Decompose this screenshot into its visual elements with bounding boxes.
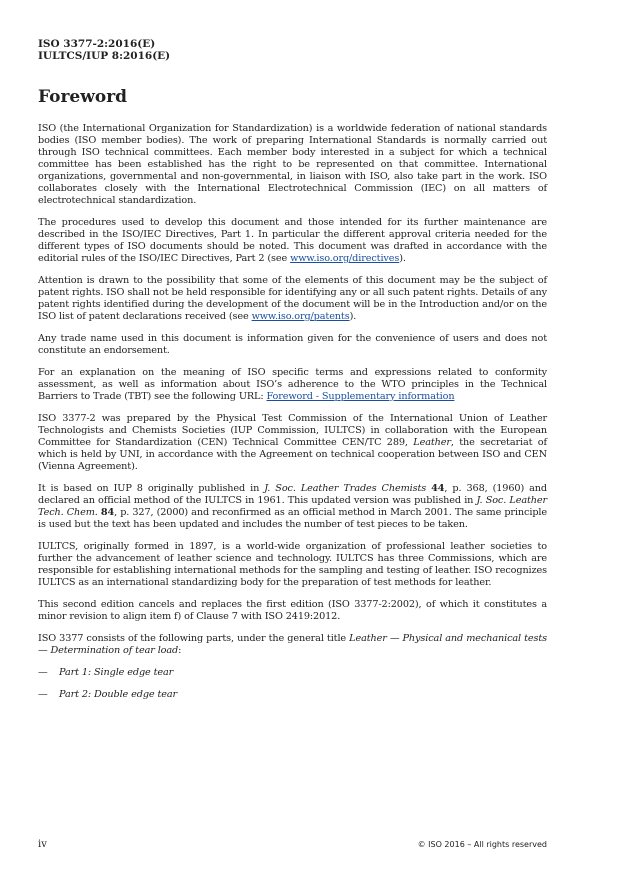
paragraph-conformity: For an explanation on the meaning of ISO specific terms and expressions related to conformity assessment, as well as information about ISO’s adherence to the WTO principles in the Technical Barriers to Trade (TBT) see the following URL: Foreword - Supplementary information bbox=[38, 367, 547, 402]
iultcs-number: IULTCS/IUP 8:2016(E) bbox=[38, 50, 171, 62]
list-item: — Part 2: Double edge tear bbox=[38, 689, 178, 700]
paragraph-parts: ISO 3377 consists of the following parts, under the general title Leather — Physical and mechanical tests — Determination of tear load: bbox=[38, 633, 547, 656]
patents-link[interactable]: www.iso.org/patents bbox=[251, 311, 350, 322]
paragraph-iultcs: IULTCS, originally formed in 1897, is a world-wide organization of professional leather societies to further the advancement of leather science and technology. IULTCS has three Commissions, which are responsible for establishing international methods for the sampling and testing of leather. ISO recognizes IULTCS as an international standardizing body for the preparation of test methods for leather. bbox=[38, 541, 547, 588]
list-item: — Part 1: Single edge tear bbox=[38, 667, 174, 678]
paragraph-iso-intro: ISO (the International Organization for Standardization) is a worldwide federation of national standards bodies (ISO member bodies). The work of preparing International Standards is normally carried out through ISO technical committees. Each member body interested in a subject for which a technical committee has been established has the right to be represented on that committee. International organizations, governmental and non-governmental, in liaison with ISO, also take part in the work. ISO collaborates closely with the International Electrotechnical Commission (IEC) on all matters of electrotechnical standardization. bbox=[38, 123, 547, 206]
directives-link[interactable]: www.iso.org/directives bbox=[290, 253, 400, 264]
paragraph-patents: Attention is drawn to the possibility that some of the elements of this document may be the subject of patent rights. ISO shall not be held responsible for identifying any or all such patent rights. Details of any patent rights identified during the development of the document will be in the Introduction and/or on the ISO list of patent declarations received (see www.iso.org/patents). bbox=[38, 275, 547, 322]
document-header bbox=[38, 38, 170, 62]
paragraph-edition: This second edition cancels and replaces the first edition (ISO 3377-2:2002), of which it constitutes a minor revision to align item f) of Clause 7 with ISO 2419:2012. bbox=[38, 599, 547, 622]
page-number: iv bbox=[38, 839, 47, 850]
paragraph-preparation: ISO 3377-2 was prepared by the Physical Test Commission of the International Union of Leather Technologists and Chemists Societies (IUP Commission, IULTCS) in collaboration with the European Committee for Standardization (CEN) Technical Committee CEN/TC 289, Leather, the secretariat of which is held by UNI, in accordance with the Agreement on technical cooperation between ISO and CEN (Vienna Agreement). bbox=[38, 413, 547, 472]
paragraph-trade-name: Any trade name used in this document is information given for the convenience of users and does not constitute an endorsement. bbox=[38, 333, 547, 356]
supplementary-info-link[interactable]: Foreword - Supplementary information bbox=[266, 391, 455, 402]
page-footer bbox=[38, 838, 547, 852]
page-title: Foreword bbox=[38, 87, 128, 107]
paragraph-procedures: The procedures used to develop this document and those intended for its further maintenance are described in the ISO/IEC Directives, Part 1. In particular the different approval criteria needed for the different types of ISO documents should be noted. This document was drafted in accordance with the editorial rules of the ISO/IEC Directives, Part 2 (see www.iso.org/directives). bbox=[38, 217, 547, 264]
standard-number: ISO 3377-2:2016(E) bbox=[38, 38, 156, 50]
copyright-notice: © ISO 2016 – All rights reserved bbox=[417, 840, 547, 849]
foreword-body bbox=[38, 123, 547, 711]
paragraph-history: It is based on IUP 8 originally published in J. Soc. Leather Trades Chemists 44, p. 368, (1960) and declared an official method of the IULTCS in 1961. This updated version was published in J. Soc. Leather Tech. Chem. 84, p. 327, (2000) and reconfirmed as an official method in March 2001. The same principle is used but the text has been updated and includes the number of test pieces to be taken. bbox=[38, 483, 547, 530]
